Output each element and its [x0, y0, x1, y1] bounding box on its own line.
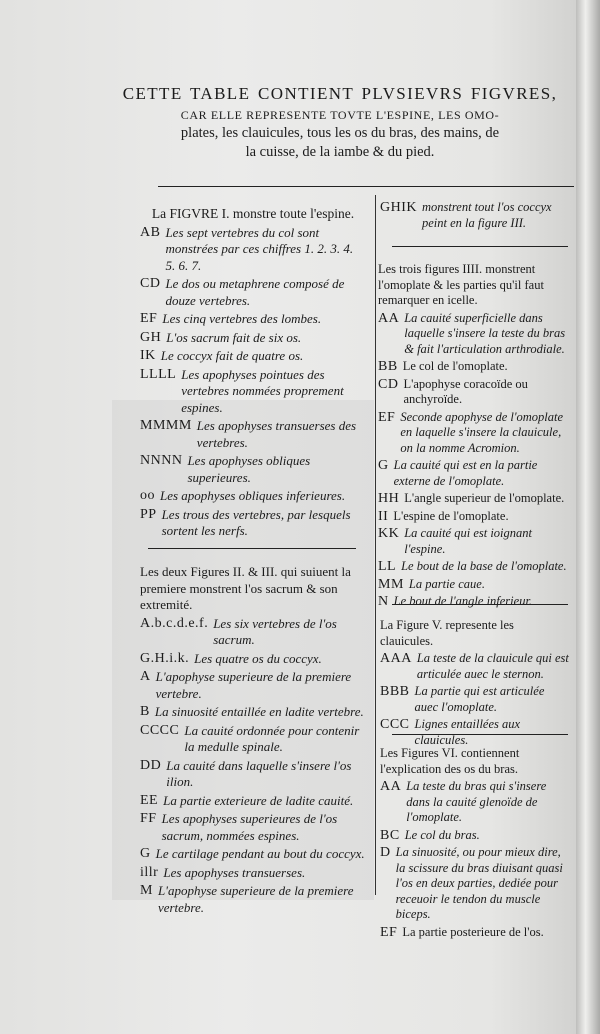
- entry-text: Les apophyses superieures de l'os sacrum, nommées espines.: [161, 811, 338, 843]
- entry-text: Les quatre os du coccyx.: [194, 650, 322, 666]
- entry-key: MM: [378, 576, 404, 592]
- entry-key: KK: [378, 526, 400, 541]
- figure-2-title: Les deux Figures II. & III. qui suiuent la premiere monstrent l'os sacrum & son extremité.: [140, 564, 351, 612]
- list-item: [380, 684, 570, 715]
- entry-key: AAA: [380, 651, 412, 666]
- entry-key: AA: [380, 779, 402, 794]
- entry-key: BBB: [380, 684, 410, 699]
- entry-key: N: [378, 594, 389, 609]
- left-column-lower: [140, 564, 366, 918]
- entry-text: La teste de la clauicule qui est articulée auec le sternon.: [416, 651, 569, 681]
- entry-key: EF: [140, 311, 158, 326]
- entry-key: G: [378, 458, 389, 473]
- list-item: [140, 723, 366, 756]
- entry-text: La cauité qui est ioignant l'espine.: [404, 526, 533, 556]
- entry-text: Les trous des vertebres, par lesquels sortent les nerfs.: [161, 506, 351, 538]
- entry-key: EF: [380, 924, 398, 940]
- entry-key: HH: [378, 491, 400, 506]
- entry-key: DD: [140, 757, 162, 773]
- entry-text: Le bout de la base de l'omoplate.: [401, 559, 567, 573]
- entry-key: NNNN: [140, 453, 183, 468]
- entry-text: Le bout de l'angle inferieur.: [393, 594, 533, 608]
- list-item: [378, 410, 570, 457]
- figure-6-list: [380, 779, 570, 940]
- list-item: [140, 704, 366, 721]
- list-item: [378, 577, 570, 593]
- entry-text: La partie exterieure de ladite cauité.: [163, 792, 354, 808]
- entry-key: LL: [378, 559, 397, 574]
- list-item: [140, 758, 366, 791]
- entry-key: GH: [140, 329, 162, 345]
- entry-text: La partie qui est articulée auec l'omoplate.: [414, 684, 545, 714]
- entry-text: La sinuosité entaillée en ladite vertebre.: [154, 704, 364, 719]
- entry-key: D: [380, 845, 391, 860]
- entry-text: Le coccyx fait de quatre os.: [160, 348, 304, 363]
- right-rule-1: [392, 246, 568, 247]
- top-rule: [158, 186, 574, 187]
- entry-key: EF: [378, 409, 396, 425]
- entry-key: AB: [140, 224, 161, 240]
- figure-4-list: [378, 311, 570, 610]
- figure-2-list: [140, 616, 366, 917]
- entry-key: BB: [378, 359, 398, 374]
- ghik-entry: [380, 200, 570, 231]
- heading-line-3: plates, les clauicules, tous les os du bras, des mains, de: [180, 125, 500, 141]
- list-item: [380, 828, 570, 844]
- entry-text: Les apophyses obliques inferieures.: [160, 488, 346, 503]
- entry-text: La sinuosité, ou pour mieux dire, la scissure du bras diuisant quasi l'os en deux parties, dediée pour receuoir le tendon du muscle biceps.: [395, 845, 563, 921]
- right-rule-2: [392, 604, 568, 605]
- entry-text: Les sept vertebres du col sont monstrées par ces chiffres 1. 2. 3. 4. 5. 6. 7.: [165, 224, 354, 273]
- list-item: [140, 367, 366, 417]
- entry-text: Les apophyses transuerses des vertebres.: [196, 418, 357, 450]
- list-item: [140, 348, 366, 365]
- list-item: [140, 418, 366, 451]
- entry-key: illr: [140, 864, 159, 880]
- entry-key: G: [140, 846, 151, 861]
- list-item: [140, 311, 366, 328]
- entry-key: LLLL: [140, 366, 177, 382]
- entry-text: La partie caue.: [408, 576, 485, 591]
- list-item: [380, 925, 570, 941]
- entry-key: II: [378, 508, 389, 524]
- entry-text: Les cinq vertebres des lombes.: [162, 311, 322, 326]
- entry-text: Les six vertebres de l'os sacrum.: [213, 615, 337, 647]
- list-item: [380, 845, 570, 923]
- entry-key: GHIK: [380, 200, 417, 215]
- entry-key: CD: [378, 376, 399, 392]
- list-item: [140, 883, 366, 916]
- list-item: [140, 507, 366, 540]
- entry-key: B: [140, 704, 150, 719]
- entry-key: MMMM: [140, 418, 192, 433]
- list-item: [140, 793, 366, 810]
- entry-key: BC: [380, 827, 400, 843]
- entry-text: Le col du bras.: [404, 827, 480, 842]
- entry-key: G.H.i.k.: [140, 650, 190, 666]
- list-item: [380, 779, 570, 826]
- list-item: [140, 453, 366, 486]
- list-item: [378, 526, 570, 557]
- list-item: [140, 488, 366, 505]
- figure-4-title: Les trois figures IIII. monstrent l'omoplate & les parties qu'il faut remarquer en icelle.: [378, 262, 544, 307]
- heading-line-1: CETTE TABLE CONTIENT PLVSIEVRS FIGVRES,: [122, 84, 558, 103]
- heading-line-2: CAR ELLE REPRESENTE TOVTE L'ESPINE, LES OMO-: [180, 108, 500, 122]
- entry-text: L'apophyse coracoïde ou anchyroïde.: [403, 376, 528, 406]
- entry-text: L'apophyse superieure de la premiere vertebre.: [157, 883, 354, 915]
- entry-text: Le cartilage pendant au bout du coccyx.: [155, 846, 365, 861]
- list-item: [378, 458, 570, 489]
- left-column: [140, 206, 366, 542]
- entry-text: La cauité qui est en la partie externe de l'omoplate.: [393, 458, 538, 488]
- entry-key: M: [140, 883, 153, 898]
- entry-key: IK: [140, 348, 156, 363]
- entry-key: EE: [140, 792, 159, 808]
- entry-text: L'angle superieur de l'omoplate.: [404, 491, 565, 505]
- list-item: [140, 669, 366, 702]
- list-item: [380, 651, 570, 682]
- list-item: [378, 509, 570, 525]
- list-item: [140, 330, 366, 347]
- list-item: [140, 276, 366, 309]
- right-column: [380, 200, 570, 233]
- entry-text: La cauité ordonnée pour contenir la medulle spinale.: [184, 722, 360, 754]
- entry-key: oo: [140, 488, 155, 503]
- entry-key: PP: [140, 506, 157, 522]
- right-column-fig5: [380, 618, 570, 750]
- entry-text: monstrent tout l'os coccyx peint en la figure III.: [422, 200, 552, 230]
- list-item: [378, 377, 570, 408]
- left-rule: [148, 548, 356, 549]
- list-item: [140, 846, 366, 863]
- figure-5-title: La Figure V. represente les clauicules.: [380, 618, 514, 648]
- right-rule-3: [392, 734, 568, 735]
- entry-key: CCCC: [140, 722, 180, 738]
- entry-key: AA: [378, 310, 400, 326]
- entry-text: La cauité superficielle dans laquelle s'insere la teste du bras & fait l'articulation arthrodiale.: [404, 310, 566, 356]
- figure-1-title: La FIGVRE I. monstre toute l'espine.: [151, 206, 355, 221]
- list-item: [380, 717, 570, 748]
- entry-text: L'os sacrum fait de six os.: [166, 329, 302, 345]
- entry-key: A.b.c.d.e.f.: [140, 615, 209, 631]
- entry-key: A: [140, 669, 151, 684]
- list-item: [378, 559, 570, 575]
- entry-text: La teste du bras qui s'insere dans la cauité glenoïde de l'omoplate.: [406, 779, 547, 824]
- column-divider: [375, 195, 376, 895]
- entry-text: L'apophyse superieure de la premiere vertebre.: [155, 669, 352, 701]
- list-item: [140, 651, 366, 668]
- list-item: [378, 491, 570, 507]
- entry-text: Lignes entaillées aux clauicules.: [414, 717, 521, 747]
- list-item: [378, 594, 570, 610]
- entry-text: Seconde apophyse de l'omoplate en laquelle s'insere la clauicule, on la nomme Acromion.: [400, 409, 564, 455]
- list-item: [378, 311, 570, 358]
- figure-1-list: [140, 225, 366, 540]
- list-item: [140, 865, 366, 882]
- entry-text: Les apophyses transuerses.: [163, 864, 306, 880]
- list-item: [140, 616, 366, 649]
- figure-6-title: Les Figures VI. contiennent l'explication des os du bras.: [380, 746, 520, 776]
- entry-text: Le dos ou metaphrene composé de douze vertebres.: [165, 276, 345, 308]
- right-column-fig4: [378, 262, 570, 612]
- entry-text: Les apophyses pointues des vertebres nommées proprement espines.: [181, 366, 344, 415]
- entry-key: FF: [140, 811, 157, 826]
- entry-text: Le col de l'omoplate.: [402, 359, 508, 373]
- entry-text: La partie posterieure de l'os.: [402, 924, 544, 939]
- page-edge: [576, 0, 600, 1034]
- entry-text: Les apophyses obliques superieures.: [187, 453, 311, 485]
- heading-line-4: la cuisse, de la iambe & du pied.: [245, 144, 435, 160]
- list-item: [140, 225, 366, 275]
- list-item: [378, 359, 570, 375]
- entry-key: CD: [140, 276, 161, 291]
- right-column-fig6: [380, 746, 570, 942]
- entry-key: CCC: [380, 717, 410, 732]
- list-item: [140, 811, 366, 844]
- entry-text: L'espine de l'omoplate.: [393, 508, 509, 523]
- entry-text: La cauité dans laquelle s'insere l'os ilion.: [166, 757, 352, 789]
